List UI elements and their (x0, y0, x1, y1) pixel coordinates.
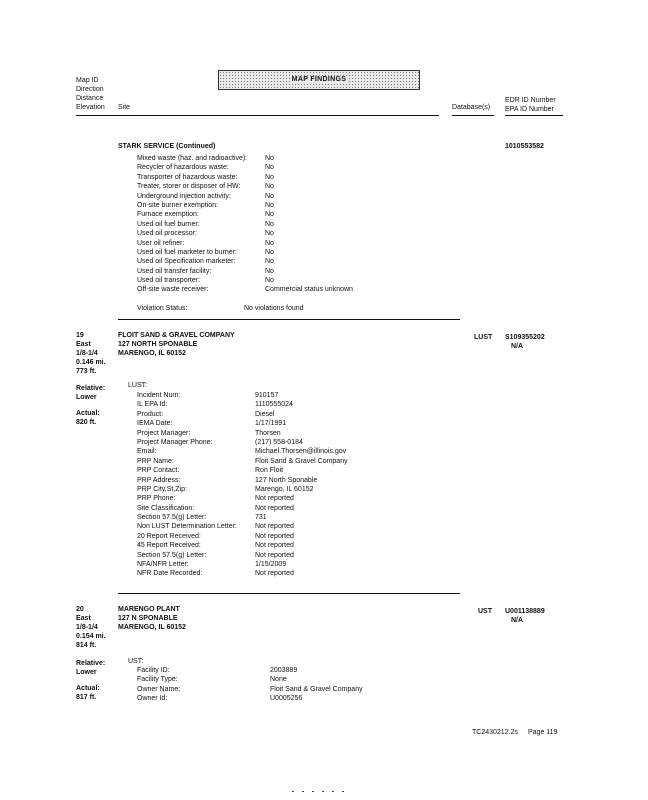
site20-field-label: Owner Id: (137, 695, 168, 703)
site19-field-row (137, 522, 437, 531)
site20-field-row (137, 685, 437, 694)
header-rule-mid (452, 115, 494, 116)
header-epa-id: EPA ID Number (505, 106, 554, 113)
site20-field-value: 2003889 (270, 667, 298, 674)
continued-field-label: Used oil processor: (137, 230, 197, 238)
site20-distance-ft: 814 ft. (76, 642, 97, 649)
continued-field-row (137, 182, 437, 191)
continued-field-row (137, 192, 437, 201)
continued-field-label: Used oil transfer facility: (137, 267, 212, 275)
site19-field-value: Not reported (255, 532, 294, 540)
site19-city: MARENGO, IL 60152 (118, 350, 186, 357)
site19-relative-label: Relative: (76, 385, 106, 392)
site19-field-row (137, 504, 437, 513)
site19-field-label: Incident Num: (137, 392, 181, 399)
header-database: Database(s) (452, 104, 491, 111)
site19-field-label: Email: (137, 448, 157, 456)
site20-field-row (137, 666, 437, 675)
site19-field-row (137, 419, 437, 428)
site20-actual-value: 817 ft. (76, 694, 97, 701)
site19-edr-id: S109355202 (505, 334, 545, 341)
site20-field-value: Floit Sand & Gravel Company (270, 685, 363, 693)
continued-field-value: No (265, 201, 274, 209)
site19-direction: East (76, 341, 91, 348)
site20-name: MARENGO PLANT (118, 606, 180, 613)
continued-field-value: No (265, 239, 274, 247)
continued-field-value: No (265, 220, 274, 228)
continued-field-row (137, 285, 437, 294)
continued-field-value: No (265, 267, 274, 275)
site20-field-label: Facility Type: (137, 676, 178, 684)
header-elevation: Elevation (76, 104, 105, 111)
site19-field-label: Site Classification: (137, 504, 195, 512)
header-distance: Distance (76, 95, 104, 102)
continued-field-value: No (265, 277, 274, 285)
continued-field-row (137, 220, 437, 229)
site19-field-row (137, 410, 437, 419)
continued-field-row (137, 257, 437, 266)
continued-field-label: Mixed waste (haz. and radioactive): (137, 155, 248, 162)
continued-field-row (137, 239, 437, 248)
site20-address: 127 N SPONABLE (118, 615, 178, 622)
continued-field-row (137, 201, 437, 210)
site19-field-label: PRP City,St,Zip: (137, 485, 187, 493)
continued-field-label: Used oil transporter: (137, 277, 201, 285)
continued-field-label: Transporter of hazardous waste: (137, 173, 238, 181)
site19-field-value: Ron Floit (255, 467, 284, 475)
continued-field-value: No (265, 155, 274, 162)
site19-relative-value: Lower (76, 394, 97, 401)
section-divider-2 (118, 593, 460, 594)
site20-field-list (137, 666, 437, 704)
site19-field-row (137, 476, 437, 485)
continued-field-label: Underground injection activity: (137, 192, 231, 200)
site20-city: MARENGO, IL 60152 (118, 624, 186, 631)
site19-actual (76, 409, 100, 427)
continued-field-value: Commercial status unknown (265, 286, 353, 294)
continued-site-name: STARK SERVICE (Continued) (118, 143, 216, 150)
site19-field-value: Not reported (255, 523, 294, 531)
site19-field-row (137, 494, 437, 503)
site19-field-value: Not reported (255, 495, 294, 503)
site19-field-row (137, 551, 437, 560)
continued-field-label: Treater, storer or disposer of HW: (137, 183, 241, 191)
site19-database: LUST (474, 334, 493, 341)
site19-field-row (137, 532, 437, 541)
site19-address: 127 NORTH SPONABLE (118, 341, 198, 348)
continued-field-row (137, 173, 437, 182)
site19-field-label: IEMA Date: (137, 420, 173, 428)
site20-relative-label: Relative: (76, 660, 106, 667)
continued-field-label: User oil refiner: (137, 239, 185, 247)
site19-distance-ft: 773 ft. (76, 368, 97, 375)
site20-database: UST (478, 608, 492, 615)
continued-field-value: No (265, 192, 274, 200)
site19-field-value: Marengo, IL 60152 (255, 485, 314, 493)
site19-address-block (118, 331, 235, 358)
continued-field-list (137, 154, 437, 295)
continued-field-row (137, 154, 437, 163)
continued-field-row (137, 276, 437, 285)
site19-field-label: Project Manager Phone: (137, 438, 213, 446)
site20-direction: East (76, 615, 91, 622)
site19-field-value: 910157 (255, 392, 279, 399)
site20-relative (76, 659, 105, 677)
site19-field-row (137, 438, 437, 447)
site19-field-value: Floit Sand & Gravel Company (255, 457, 348, 465)
site19-field-row (137, 391, 437, 400)
site20-epa-id: N/A (511, 617, 524, 624)
continued-field-label: Furnace exemption: (137, 211, 199, 219)
header-rule-right (505, 115, 563, 116)
violation-label: Violation Status: (137, 305, 188, 312)
site19-field-label: 45 Report Received: (137, 542, 201, 550)
continued-field-row (137, 267, 437, 276)
site19-field-row (137, 560, 437, 569)
continued-field-row (137, 248, 437, 257)
site20-field-row (137, 694, 437, 703)
continued-field-row (137, 210, 437, 219)
site19-actual-value: 820 ft. (76, 419, 97, 426)
site19-field-label: PRP Contact: (137, 467, 180, 475)
site19-field-label: 20 Report Received: (137, 532, 201, 540)
site19-name: FLOIT SAND & GRAVEL COMPANY (118, 332, 235, 339)
continued-field-label: Used oil Specification marketer: (137, 258, 236, 266)
site19-field-label: Project Manager: (137, 429, 191, 437)
continued-field-value: No (265, 230, 274, 238)
continued-field-label: Recycler of hazardous waste: (137, 164, 229, 172)
site20-edr-id: U001138889 (505, 608, 545, 615)
continued-field-row (137, 229, 437, 238)
header-id-column (505, 96, 556, 114)
site20-field-value: None (270, 676, 287, 684)
section-divider-1 (118, 319, 460, 320)
site19-field-value: Diesel (255, 410, 275, 418)
site19-actual-label: Actual: (76, 410, 100, 417)
continued-field-value: No (265, 258, 274, 266)
site19-field-value: 1/17/1991 (255, 420, 287, 428)
header-rule-left (76, 115, 439, 116)
site19-field-label: NFR Date Recorded: (137, 570, 203, 578)
site20-actual (76, 684, 100, 702)
site19-field-row (137, 513, 437, 522)
continued-field-label: Used oil fuel marketer to burner: (137, 248, 237, 256)
continued-field-value: No (265, 164, 274, 172)
site19-field-label: Section 57.5(g) Letter: (137, 514, 207, 522)
header-map-id: Map ID (76, 77, 99, 84)
site19-field-row (137, 466, 437, 475)
site20-distance-range: 1/8-1/4 (76, 624, 98, 631)
site20-address-block (118, 605, 186, 632)
site20-field-row (137, 675, 437, 684)
site19-field-row (137, 485, 437, 494)
site19-field-value: (217) 558-0184 (255, 438, 303, 446)
site19-distance-range: 1/8-1/4 (76, 350, 98, 357)
site19-field-value: Not reported (255, 542, 294, 550)
site20-actual-label: Actual: (76, 685, 100, 692)
site19-map-info (76, 331, 106, 376)
site20-ids (505, 607, 545, 625)
site19-field-value: Not reported (255, 570, 294, 578)
site19-field-value: 1110555024 (255, 401, 293, 409)
site19-field-label: IL EPA Id: (137, 401, 168, 409)
site19-field-row (137, 429, 437, 438)
header-map-id-column (76, 76, 105, 112)
site19-epa-id: N/A (511, 343, 524, 350)
continued-edr-id: 1010553582 (505, 143, 544, 150)
continued-field-label: Off-site waste receiver: (137, 286, 209, 294)
site20-map-info (76, 605, 106, 650)
site19-field-row (137, 569, 437, 578)
site19-field-row (137, 400, 437, 409)
site20-field-value: U0005256 (270, 695, 303, 703)
site19-field-value: Thorsen (255, 429, 281, 437)
site19-field-value: 1/15/2009 (255, 561, 287, 569)
continued-field-value: No (265, 211, 274, 219)
site20-map-id: 20 (76, 606, 84, 613)
continued-field-value: No (265, 183, 274, 191)
page-title-text: MAP FINDINGS (291, 76, 347, 83)
site19-field-label: PRP Address: (137, 476, 181, 484)
site19-relative (76, 384, 105, 402)
site19-field-label: Section 57.5(g) Letter: (137, 551, 207, 559)
continued-field-value: No (265, 248, 274, 256)
scan-artifact-dots (292, 779, 352, 797)
site19-ids (505, 333, 545, 351)
site20-relative-value: Lower (76, 669, 97, 676)
site19-field-value: Michael.Thorsen@illinois.gov (255, 448, 347, 456)
continued-field-row (137, 163, 437, 172)
site19-field-value: Not reported (255, 551, 294, 559)
site19-field-label: PRP Phone: (137, 495, 176, 503)
map-findings-title-box (218, 70, 420, 90)
site19-field-value: 731 (255, 514, 267, 522)
header-edr-id: EDR ID Number (505, 97, 556, 104)
site19-field-list (137, 391, 437, 579)
site19-field-label: NFA/NFR Letter: (137, 561, 189, 569)
page-title (219, 76, 419, 83)
continued-field-value: No (265, 173, 274, 181)
site19-field-value: 127 North Sponable (255, 476, 318, 484)
site19-field-row (137, 457, 437, 466)
site19-field-label: Non LUST Determination Letter: (137, 523, 237, 531)
site19-field-label: PRP Name: (137, 457, 174, 465)
continued-field-label: On-site burner exemption: (137, 201, 218, 209)
footer-report-id: TC2430212.2s (472, 729, 518, 736)
site19-distance-mi: 0.146 mi. (76, 359, 106, 366)
site20-field-label: Facility ID: (137, 667, 170, 674)
site19-field-label: Product: (137, 410, 164, 418)
violation-value: No violations found (244, 305, 304, 312)
site20-field-label: Owner Name: (137, 685, 181, 693)
site20-section-label: UST: (128, 658, 144, 665)
header-site: Site (118, 104, 131, 111)
footer-page-number: Page 119 (528, 729, 558, 736)
header-direction: Direction (76, 86, 104, 93)
continued-field-label: Used oil fuel burner: (137, 220, 200, 228)
site19-section-label: LUST: (128, 382, 148, 389)
site20-distance-mi: 0.154 mi. (76, 633, 106, 640)
site19-field-value: Not reported (255, 504, 294, 512)
site19-map-id: 19 (76, 332, 84, 339)
site19-field-row (137, 447, 437, 456)
site19-field-row (137, 541, 437, 550)
